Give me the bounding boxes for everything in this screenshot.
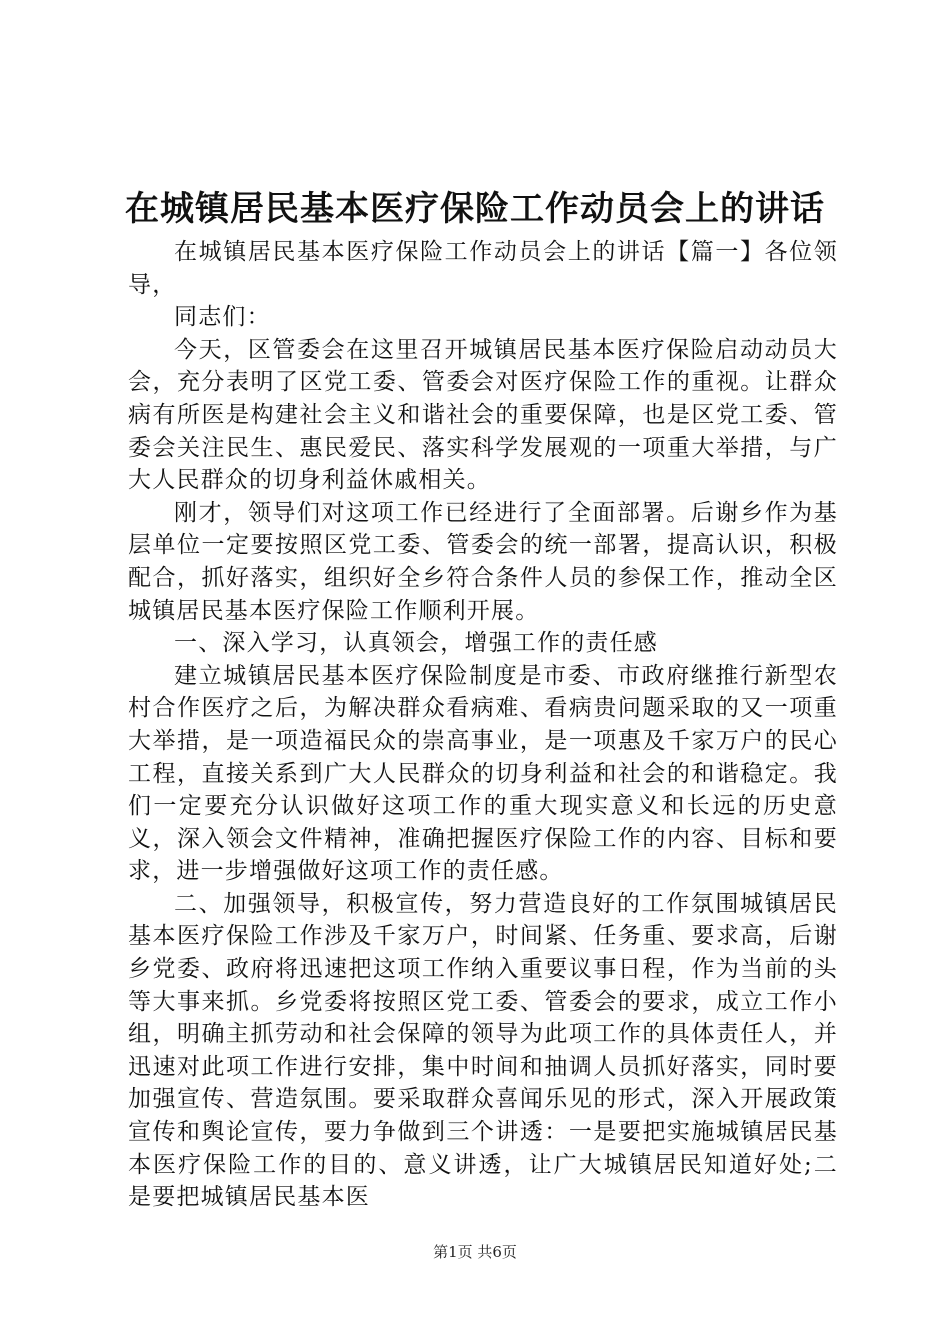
document-body [128,236,838,1214]
paragraph: 同志们： [174,304,271,331]
paragraph: 在城镇居民基本医疗保险工作动员会上的讲话【篇一】各位领导， [128,239,838,298]
paragraph: 刚才，领导们对这项工作已经进行了全面部署。后谢乡作为基层单位一定要按照区党工委、管委会的统一部署，提高认识，积极配合，抓好落实，组织好全乡符合条件人员的参保工作，推动全区城镇居民基本医疗保险工作顺利开展。 [128,499,838,624]
paragraph: 建立城镇居民基本医疗保险制度是市委、市政府继推行新型农村合作医疗之后，为解决群众看病难、看病贵问题采取的又一项重大举措，是一项造福民众的崇高事业，是一项惠及千家万户的民心工程，直接关系到广大人民群众的切身利益和社会的和谐稳定。我们一定要充分认识做好这项工作的重大现实意义和长远的历史意义，深入领会文件精神，准确把握医疗保险工作的内容、目标和要求，进一步增强做好这项工作的责任感。 [128,662,838,885]
section-heading: 一、深入学习，认真领会，增强工作的责任感 [174,630,658,657]
page-title: 在城镇居民基本医疗保险工作动员会上的讲话 [125,189,825,229]
paragraph: 今天，区管委会在这里召开城镇居民基本医疗保险启动动员大会，充分表明了区党工委、管委会对医疗保险工作的重视。让群众病有所医是构建社会主义和谐社会的重要保障，也是区党工委、管委会关注民生、惠民爱民、落实科学发展观的一项重大举措，与广大人民群众的切身利益休戚相关。 [128,336,838,494]
paragraph: 二、加强领导，积极宣传，努力营造良好的工作氛围城镇居民基本医疗保险工作涉及千家万户，时间紧、任务重、要求高，后谢乡党委、政府将迅速把这项工作纳入重要议事日程，作为当前的头等大事来抓。乡党委将按照区党工委、管委会的要求，成立工作小组，明确主抓劳动和社会保障的领导为此项工作的具体责任人，并迅速对此项工作进行安排，集中时间和抽调人员抓好落实，同时要加强宣传、营造氛围。要采取群众喜闻乐见的形式，深入开展政策宣传和舆论宣传，要力争做到三个讲透：一是要把实施城镇居民基本医疗保险工作的目的、意义讲透，让广大城镇居民知道好处;二是要把城镇居民基本医 [128,890,838,1211]
page-footer: 第1页 共6页 [433,1243,517,1261]
